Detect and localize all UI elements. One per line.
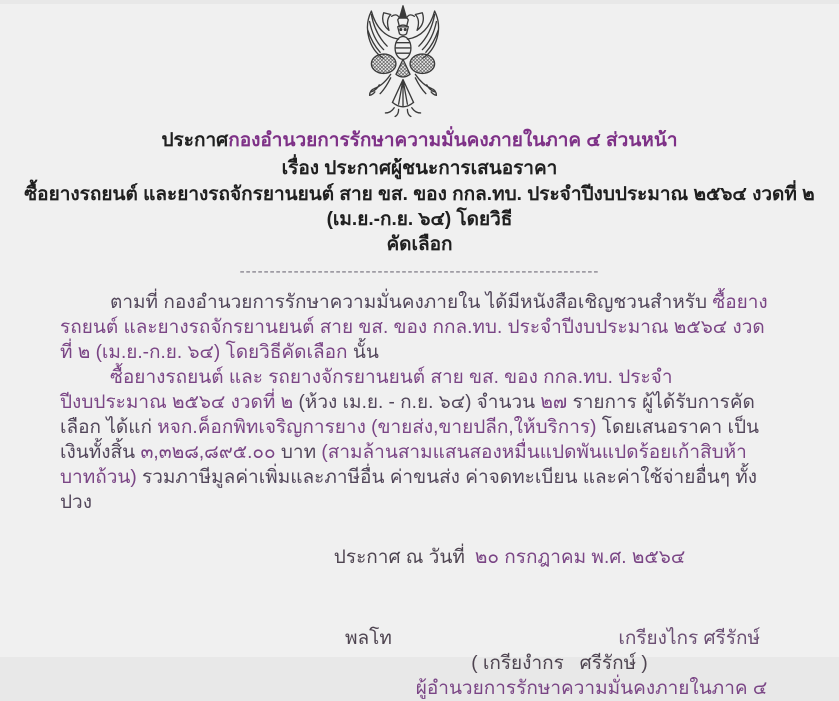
award-project-text: ซื้อยางรถยนต์ และ รถยางจักรยานยนต์ สาย ขส. ของ กกล.ทบ. ประจำปีงบประมาณ ๒๕๖๔ งวดที่ ๒	[60, 367, 673, 413]
award-winner-name: หจก.ค็อกพิทเจริญการยาง (ขายส่ง,ขายปลีก,ให้บริการ)	[157, 417, 597, 438]
title-organization: กองอำนวยการรักษาความมั่นคงภายในภาค ๔ ส่วนหน้า	[228, 130, 678, 151]
award-baht-label: บาท	[275, 442, 322, 463]
award-period-text: (ห้วง เม.ย. - ก.ย. ๖๔) จำนวน	[298, 392, 541, 413]
paragraph-reference	[60, 290, 777, 365]
signer-name-parenthesized: ( เกรียงำกร ศรีรักษ์ )	[471, 653, 648, 674]
announcement-date-line	[0, 545, 839, 570]
award-winner-label: รายการ ผู้ได้รับการคัดเลือก ได้แก่	[60, 392, 755, 438]
announcement-date-value: ๒๐ กรกฎาคม พ.ศ. ๒๕๖๔	[474, 547, 686, 568]
dashed-divider: ------------------------------------------------------------	[239, 263, 600, 280]
signature-row	[0, 626, 839, 651]
signer-name: เกรียงไกร ศรีรักษ์	[618, 628, 760, 649]
award-amount-number: ๓,๓๒๘,๘๙๕.๐๐	[140, 442, 276, 463]
reference-intro-text: ตามที่ กองอำนวยการรักษาความมั่นคงภายใน ได้มีหนังสือเชิญชวนสำหรับ	[110, 292, 713, 313]
garuda-emblem-icon	[350, 4, 456, 126]
award-inclusions-text: รวมภาษีมูลค่าเพิ่มและภาษีอื่น ค่าขนส่ง ค่าจดทะเบียน และค่าใช้จ่ายอื่นๆ ทั้งปวง	[60, 467, 758, 513]
project-title-line2: คัดเลือก	[386, 234, 453, 255]
signer-rank: พลโท	[345, 628, 392, 649]
signer-position: ผู้อำนวยการรักษาความมั่นคงภายในภาค ๔	[415, 678, 768, 699]
document-subject: เรื่อง ประกาศผู้ชนะการเสนอราคา	[281, 158, 558, 179]
title-prefix: ประกาศ	[161, 130, 229, 151]
award-amount-label: โดยเสนอราคา เป็นเงินทั้งสิ้น	[60, 417, 759, 463]
announcement-document	[0, 4, 839, 699]
announcement-date-label: ประกาศ ณ วันที่	[333, 547, 465, 568]
project-title-line1: ซื้อยางรถยนต์ และยางรถจักรยานยนต์ สาย ขส. ของ กกล.ทบ. ประจำปีงบประมาณ ๒๕๖๔ งวดที่ ๒ (เม.ย.-ก.ย. ๖๔) โดยวิธี	[24, 184, 815, 230]
document-title	[0, 128, 839, 154]
reference-closing-text: นั้น	[347, 342, 379, 363]
reference-project-text: ซื้อยางรถยนต์ และยางรถจักรยานยนต์ สาย ขส. ของ กกล.ทบ. ประจำปีงบประมาณ ๒๕๖๔ งวดที่ ๒ (เม.ย.-ก.ย. ๖๔) โดยวิธีคัดเลือก	[60, 292, 768, 363]
paragraph-award	[60, 365, 777, 515]
award-amount-words: (สามล้านสามแสนสองหมื่นแปดพันแปดร้อยเก้าสิบห้าบาทถ้วน)	[60, 442, 747, 488]
award-items-count: ๒๗	[540, 392, 568, 413]
